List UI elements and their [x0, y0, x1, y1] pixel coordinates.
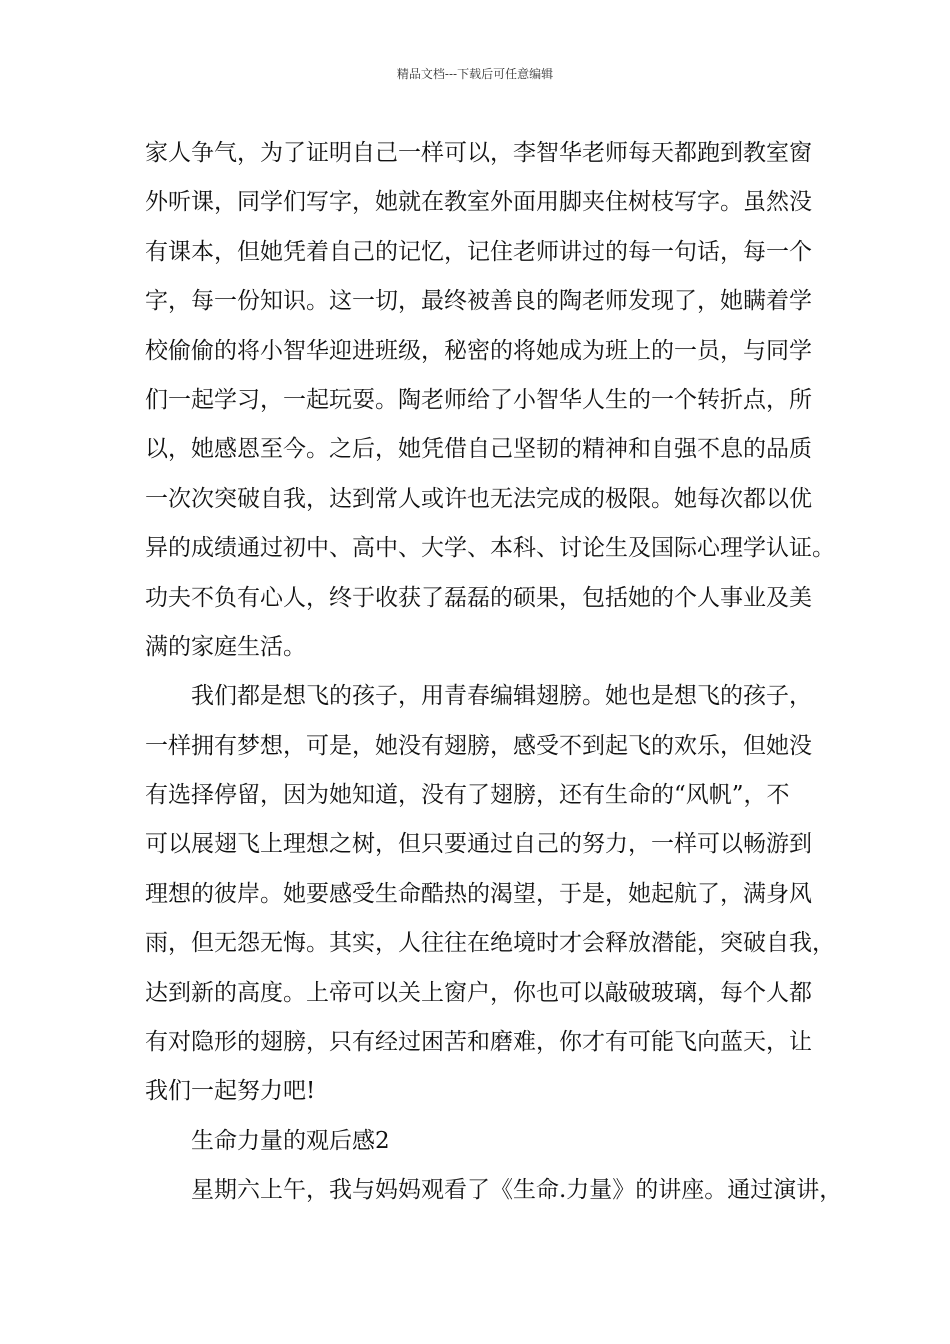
text-line: 满的家庭生活。: [145, 633, 306, 660]
text-line: 字，每一份知识。这一切，最终被善良的陶老师发现了，她瞒着学: [145, 288, 812, 315]
text-line: 功夫不负有心人，终于收获了磊磊的硕果，包括她的个人事业及美: [145, 584, 812, 611]
text-line: 有课本，但她凭着自己的记忆，记住老师讲过的每一句话，每一个: [145, 238, 812, 265]
text-line: 有对隐形的翅膀，只有经过困苦和磨难，你才有可能飞向蓝天，让: [145, 1029, 812, 1056]
text-line: 可以展翅飞上理想之树，但只要通过自己的努力，一样可以畅游到: [145, 831, 812, 858]
section-heading: 生命力量的观后感2: [191, 1127, 390, 1154]
document-body: [145, 133, 843, 1220]
text-line: 外听课，同学们写字，她就在教室外面用脚夹住树枝写字。虽然没: [145, 189, 812, 216]
text-line: 理想的彼岸。她要感受生命酷热的渴望，于是，她起航了，满身风: [145, 880, 812, 907]
text-line: 们一起学习，一起玩耍。陶老师给了小智华人生的一个转折点，所: [145, 386, 812, 413]
text-line: 一样拥有梦想，可是，她没有翅膀，感受不到起飞的欢乐，但她没: [145, 732, 812, 759]
text-line: 异的成绩通过初中、高中、大学、本科、讨论生及国际心理学认证。: [145, 535, 835, 562]
text-line: 家人争气，为了证明自己一样可以，李智华老师每天都跑到教室窗: [145, 140, 812, 166]
text-line: 有选择停留，因为她知道，没有了翅膀，还有生命的“风帆”，不: [145, 782, 790, 809]
paragraph-start-line: 星期六上午，我与妈妈观看了《生命.力量》的讲座。通过演讲，: [191, 1177, 843, 1204]
text-line: 以，她感恩至今。之后，她凭借自己坚韧的精神和自强不息的品质: [145, 436, 812, 463]
text-line: 一次次突破自我，达到常人或许也无法完成的极限。她每次都以优: [145, 485, 812, 512]
text-line: 雨，但无怨无悔。其实，人往往在绝境时才会释放潜能，突破自我，: [145, 930, 835, 957]
page-header: 精品文档---下载后可任意编辑: [396, 67, 554, 81]
text-line: 达到新的高度。上帝可以关上窗户，你也可以敲破玻璃，每个人都: [145, 979, 812, 1006]
paragraph-start-line: 我们都是想飞的孩子，用青春编辑翅膀。她也是想飞的孩子，: [191, 683, 812, 710]
text-line: 校偷偷的将小智华迎进班级，秘密的将她成为班上的一员，与同学: [145, 337, 812, 364]
text-line: 我们一起努力吧!: [145, 1078, 316, 1105]
